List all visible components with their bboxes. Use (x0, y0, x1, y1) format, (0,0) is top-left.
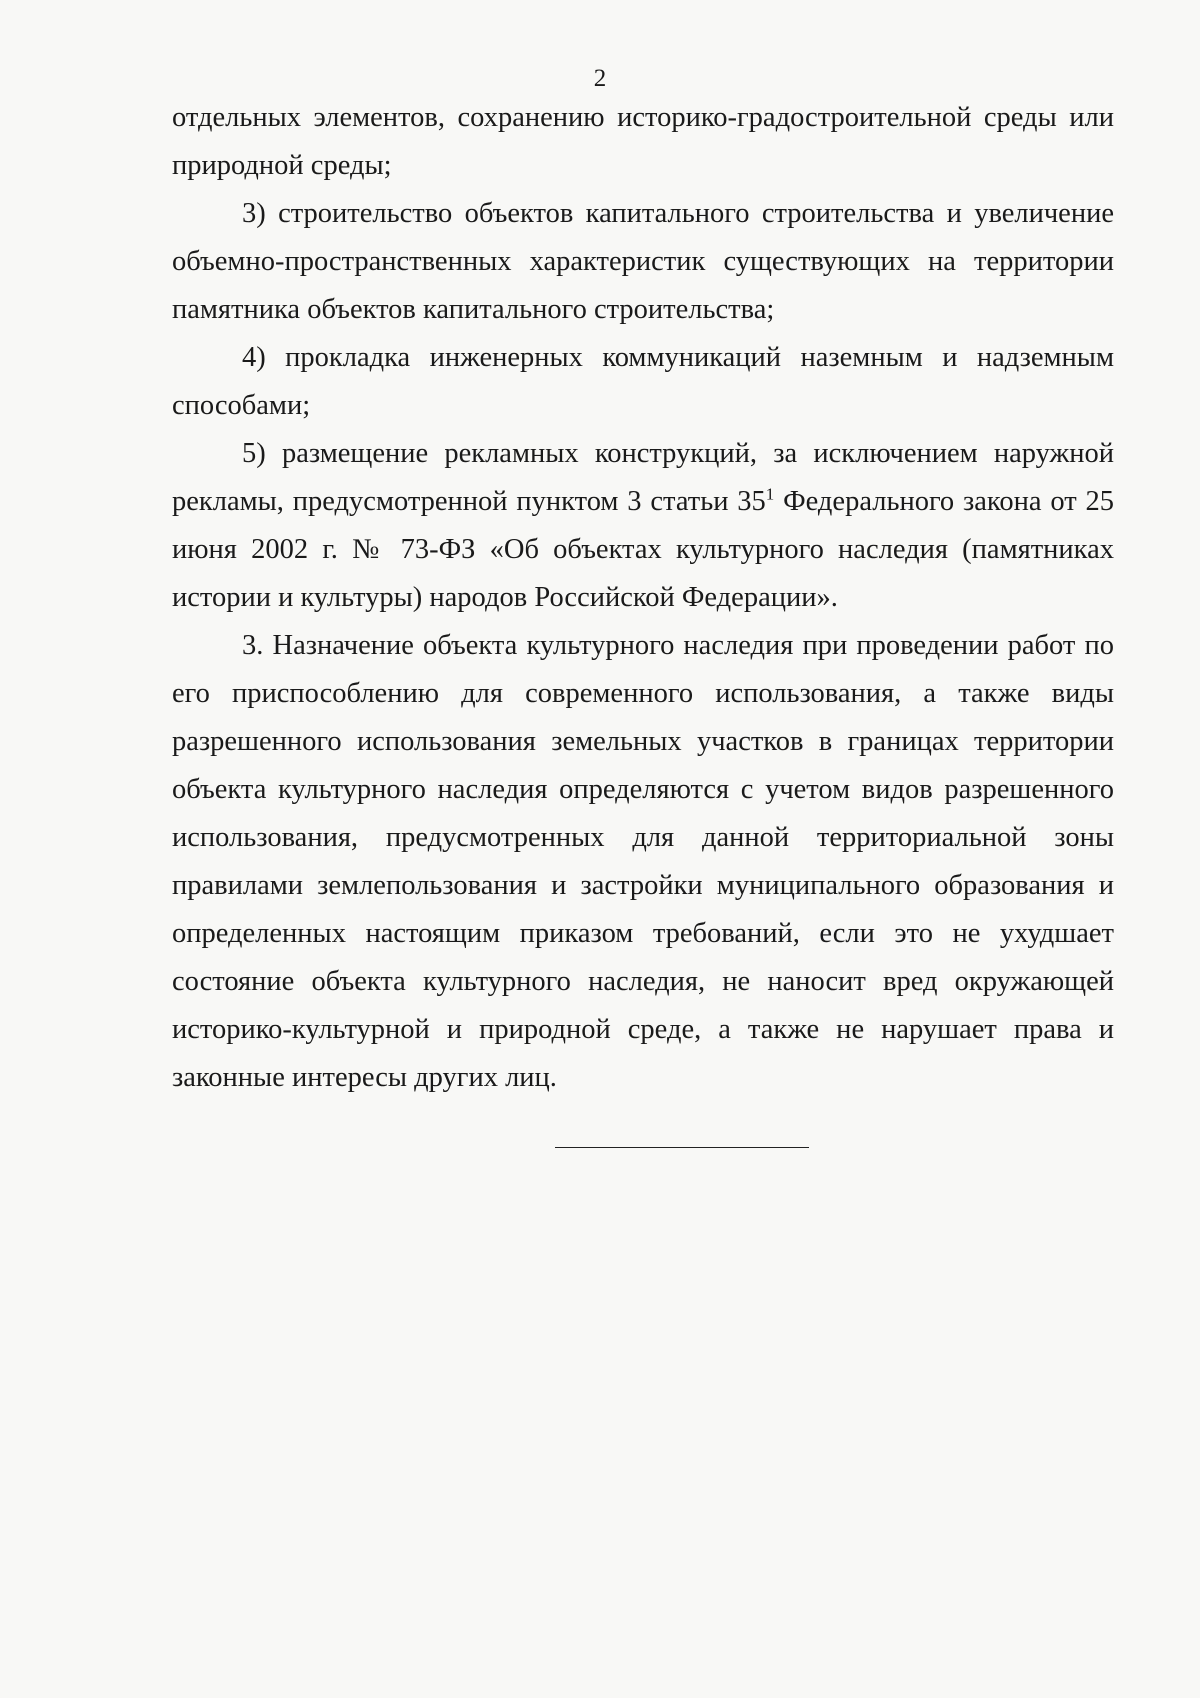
paragraph-continuation: отдельных элементов, сохранению историко-градостроительной среды или природной среды; (172, 102, 1114, 181)
end-divider-line (555, 1147, 809, 1148)
paragraph-item-3: 3) строительство объектов капитального строительства и увеличение объемно-пространственных характеристик существующих на территории памятника объектов капитального строительства; (172, 198, 1114, 325)
paragraph-section-3: 3. Назначение объекта культурного наследия при проведении работ по его приспособлению для современного использования, а также виды разрешенного использования земельных участков в границах территории объекта культурного наследия определяются с учетом видов разрешенного использования, предусмотренных для данной территориальной зоны правилами землепользования и застройки муниципального образования и определенных настоящим приказом требований, если это не ухудшает состояние объекта культурного наследия, не наносит вред окружающей историко-культурной и природной среде, а также не нарушает права и законные интересы других лиц. (172, 630, 1114, 1093)
page-number: 2 (593, 65, 607, 92)
paragraph-item-5 (172, 430, 1114, 622)
superscript-article-number: 1 (765, 484, 775, 504)
paragraph-item-4: 4) прокладка инженерных коммуникаций наземным и надземным способами; (172, 342, 1114, 421)
document-body (172, 94, 1114, 1102)
paragraph-item-5-text-end: Федерального закона от 25 июня 2002 г. № 73-ФЗ «Об объектах культурного наследия (памятниках истории и культуры) народов Российской Федерации». (172, 486, 1114, 613)
paragraph-item-5-text-start: 5) размещение рекламных конструкций, за исключением наружной рекламы, предусмотренной пунктом 3 статьи 35 (172, 438, 1114, 517)
